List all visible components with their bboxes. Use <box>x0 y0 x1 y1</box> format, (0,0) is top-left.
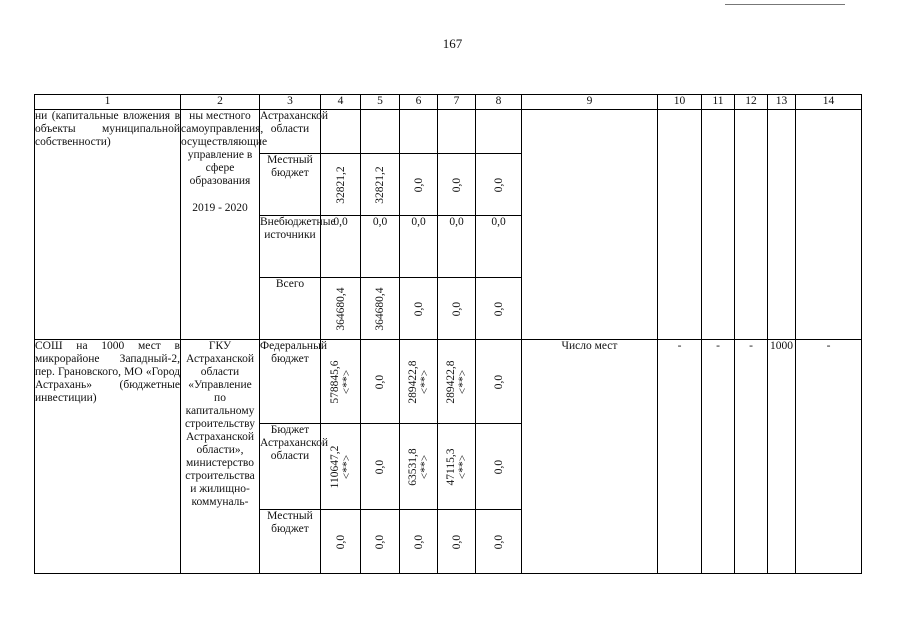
value-cell <box>361 110 400 154</box>
page-number: 167 <box>442 36 463 51</box>
value-cell <box>400 110 438 154</box>
value-cell <box>321 424 361 510</box>
value-text: 0,0 <box>492 177 505 192</box>
year-cell: - <box>658 340 702 574</box>
col-header-3: 3 <box>260 95 321 110</box>
value-note: <**> <box>340 454 353 479</box>
funding-source-cell: Федеральный бюджет <box>260 340 321 424</box>
value-cell <box>438 278 476 340</box>
year-cell <box>796 110 862 340</box>
funding-source-cell: Всего <box>260 278 321 340</box>
program-table <box>34 94 862 574</box>
value-text: 0,0 <box>334 534 347 549</box>
year-cell <box>658 110 702 340</box>
executor-cell <box>181 110 268 340</box>
value-text: 0,0 <box>450 301 463 316</box>
col-header-2: 2 <box>181 95 260 110</box>
value-cell <box>438 424 476 510</box>
column-number-row <box>35 95 862 110</box>
value-cell <box>321 510 361 574</box>
value-text: 578845,6 <box>328 359 341 404</box>
value-text: 0,0 <box>412 301 425 316</box>
value-text: 32821,2 <box>374 165 386 204</box>
indicator-cell <box>522 110 658 340</box>
year-cell <box>702 110 735 340</box>
value-cell: 0,0 <box>476 216 522 278</box>
value-text: 110647,2 <box>328 445 341 488</box>
col-header-8: 8 <box>476 95 522 110</box>
col-header-10: 10 <box>658 95 702 110</box>
year-cell: - <box>735 340 768 574</box>
col-header-14: 14 <box>796 95 862 110</box>
value-cell <box>438 340 476 424</box>
funding-source-cell: Местный бюджет <box>260 154 321 216</box>
col-header-12: 12 <box>735 95 768 110</box>
value-text: 63531,8 <box>406 447 419 486</box>
col-header-4: 4 <box>321 95 361 110</box>
year-cell: - <box>796 340 862 574</box>
col-header-6: 6 <box>400 95 438 110</box>
value-cell <box>476 424 522 510</box>
value-cell <box>361 510 400 574</box>
funding-source-cell: Бюджет Астраханской области <box>260 424 321 510</box>
value-text: 32821,2 <box>334 165 347 204</box>
value-cell <box>400 340 438 424</box>
value-cell: 0,0 <box>361 216 400 278</box>
value-text: 0,0 <box>492 301 505 316</box>
value-note: <**> <box>456 454 469 479</box>
value-text: 0,0 <box>412 177 425 192</box>
executor-text: ны местного самоуправления, осуществляющие управление в сфере образования <box>181 110 268 187</box>
table-row <box>35 110 862 154</box>
period-text: 2019 - 2020 <box>192 202 248 214</box>
value-cell <box>321 278 361 340</box>
value-note: <**> <box>340 369 353 394</box>
value-text: 0,0 <box>492 374 505 389</box>
col-header-7: 7 <box>438 95 476 110</box>
col-header-13: 13 <box>768 95 796 110</box>
value-note: <**> <box>418 454 431 479</box>
value-text: 0,0 <box>450 534 463 549</box>
value-text: 0,0 <box>374 374 386 389</box>
value-cell <box>321 154 361 216</box>
value-text: 47115,3 <box>444 448 457 485</box>
value-cell <box>400 278 438 340</box>
value-cell <box>400 510 438 574</box>
funding-source-cell: Внебюджетные источники <box>260 216 321 278</box>
value-text: 0,0 <box>374 534 386 549</box>
year-cell: 1000 <box>768 340 796 574</box>
col-header-1: 1 <box>35 95 181 110</box>
value-cell <box>476 340 522 424</box>
value-text: 0,0 <box>412 534 425 549</box>
value-cell <box>476 154 522 216</box>
col-header-9: 9 <box>522 95 658 110</box>
value-note: <**> <box>418 369 431 394</box>
col-header-5: 5 <box>361 95 400 110</box>
year-cell <box>735 110 768 340</box>
value-text: 0,0 <box>492 459 505 474</box>
value-cell <box>321 340 361 424</box>
value-text: 0,0 <box>450 177 463 192</box>
value-cell <box>400 154 438 216</box>
value-cell: 0,0 <box>438 216 476 278</box>
measure-name-cell: СОШ на 1000 мест в микрорайоне Западный-2, пер. Грановского, МО «Город Астрахань» (бюджетные инвестиции) <box>35 340 181 574</box>
funding-source-cell: Астраханской области <box>260 110 321 154</box>
value-text: 0,0 <box>374 459 386 474</box>
value-cell <box>361 154 400 216</box>
col-header-11: 11 <box>702 95 735 110</box>
funding-source-cell: Местный бюджет <box>260 510 321 574</box>
measure-name-cell: ни (капитальные вложения в объекты муниципальной собственности) <box>35 110 181 340</box>
value-cell: 0,0 <box>400 216 438 278</box>
value-cell <box>476 110 522 154</box>
value-cell <box>438 154 476 216</box>
executor-cell: ГКУ Астраханской области «Управление по капитальному строительству Астраханской области», министерство строительства и жилищно-коммуналь- <box>181 340 260 574</box>
value-cell <box>361 340 400 424</box>
value-note: <**> <box>456 369 469 394</box>
value-text: 289422,8 <box>406 359 419 404</box>
value-text: 0,0 <box>492 534 505 549</box>
value-text: 289422,8 <box>444 359 457 404</box>
value-text: 364680,4 <box>334 286 347 331</box>
value-cell <box>476 278 522 340</box>
value-cell: 0,0 <box>321 216 361 278</box>
indicator-cell: Число мест <box>522 340 658 574</box>
value-cell <box>361 278 400 340</box>
value-cell <box>400 424 438 510</box>
year-cell: - <box>702 340 735 574</box>
value-cell <box>476 510 522 574</box>
table-row <box>35 340 862 424</box>
value-cell <box>361 424 400 510</box>
year-cell <box>768 110 796 340</box>
scan-edge-mark <box>725 4 845 5</box>
value-text: 364680,4 <box>374 286 386 331</box>
value-cell <box>438 510 476 574</box>
value-cell <box>438 110 476 154</box>
